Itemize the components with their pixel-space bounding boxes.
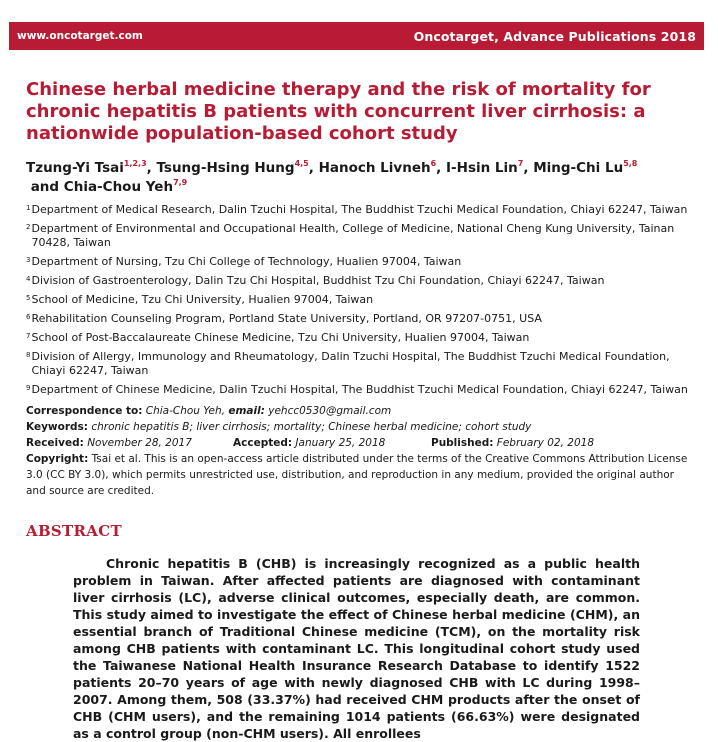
email-link[interactable]: yehcc0530@gmail.com [268,405,392,417]
affiliation-text: Department of Chinese Medicine, Dalin Tzuchi Hospital, The Buddhist Tzuchi Medical Foundation, Chiayi 62247, Taiwan [31,383,688,396]
article-title: Chinese herbal medicine therapy and the risk of mortality for chronic hepatitis B patients with concurrent liver cirrhosis: a nationwide population-based cohort study [26,79,651,144]
affiliation-item [26,274,694,288]
author-name: Hanoch Livneh [318,160,431,176]
affiliation-number: 2 [26,223,31,231]
author-affil-marker: 1,2,3 [123,159,147,168]
published-date: February 02, 2018 [496,437,594,449]
author-name: Tsung-Hsing Hung [156,160,295,176]
journal-url[interactable]: www.oncotarget.com [17,30,143,42]
author-name: Tzung-Yi Tsai [26,160,124,176]
affiliation-number: 1 [26,204,31,212]
author-name: I-Hsin Lin [446,160,518,176]
received-date: November 28, 2017 [87,437,192,449]
article-metadata [26,403,694,499]
affiliation-text: School of Medicine, Tzu Chi University, Hualien 97004, Taiwan [31,293,374,306]
published-label: Published: [431,437,494,449]
affiliation-text: School of Post-Baccalaureate Chinese Medicine, Tzu Chi University, Hualien 97004, Taiwan [31,331,530,344]
affiliation-item [26,222,694,250]
keywords-line [26,419,694,435]
affiliation-number: 6 [26,313,31,321]
author-separator: , [436,160,447,176]
journal-issue: Oncotarget, Advance Publications 2018 [413,28,696,44]
affiliation-text: Department of Nursing, Tzu Chi College of Technology, Hualien 97004, Taiwan [31,255,462,268]
journal-header-banner [9,22,704,50]
affiliation-number: 9 [26,384,31,392]
copyright-block [26,451,694,499]
email-label: email: [228,405,265,417]
author-affil-marker: 5,8 [623,159,638,168]
author-name: Ming-Chi Lu [533,160,624,176]
copyright-text: Tsai et al. This is an open-access article distributed under the terms of the Creative Commons Attribution License 3.0 (CC BY 3.0), which permits unrestricted use, distribution, and reproduction in any medium, provided the original author and source are credited. [26,453,688,497]
author-separator: , [308,160,319,176]
abstract-text: Chronic hepatitis B (CHB) is increasingly recognized as a public health problem in Taiwan. After affected patients are diagnosed with contaminant liver cirrhosis (LC), adverse clinical outcomes, especially death, are common. This study aimed to investigate the effect of Chinese herbal medicine (CHM), an essential branch of Traditional Chinese medicine (TCM), on the mortality risk among CHB patients with contaminant LC. This longitudinal cohort study used the Taiwanese National Health Insurance Research Database to identify 1522 patients 20–70 years of age with newly diagnosed CHB with LC during 1998–2007. Among them, 508 (33.37%) had received CHM products after the onset of CHB (CHM users), and the remaining 1014 patients (66.63%) were designated as a control group (non-CHM users). All enrollees [73,556,640,741]
received-label: Received: [26,437,84,449]
affiliation-item [26,383,694,397]
author-affil-marker: 6 [430,159,437,168]
affiliation-item [26,331,694,345]
author-name: Chia-Chou Yeh [63,179,174,195]
affiliation-number: 7 [26,332,31,340]
affiliation-number: 3 [26,256,31,264]
affiliation-item [26,293,694,307]
affiliation-number: 8 [26,351,31,359]
accepted-date: January 25, 2018 [295,437,386,449]
author-affil-marker: 4,5 [294,159,309,168]
affiliation-item [26,203,694,217]
copyright-label: Copyright: [26,453,89,465]
affiliation-text: Division of Allergy, Immunology and Rheumatology, Dalin Tzuchi Hospital, The Buddhist Tzuchi Medical Foundation, Chiayi 62247, Taiwan [31,350,670,377]
author-affil-marker: 7,9 [173,178,188,187]
accepted-label: Accepted: [233,437,293,449]
author-affil-marker: 7 [517,159,524,168]
correspondence-name: Chia-Chou Yeh, [145,405,225,417]
author-separator: , [146,160,157,176]
correspondence-label: Correspondence to: [26,405,143,417]
abstract-heading: ABSTRACT [26,522,122,540]
affiliation-text: Department of Environmental and Occupational Health, College of Medicine, National Cheng Kung University, Tainan 70428, Taiwan [31,222,675,249]
author-list [26,159,696,197]
affiliation-text: Rehabilitation Counseling Program, Portland State University, Portland, OR 97207-0751, USA [31,312,542,325]
author-separator: and [26,179,64,195]
affiliation-number: 4 [26,275,31,283]
correspondence-line [26,403,694,419]
affiliation-list [26,203,694,402]
author-separator: , [523,160,534,176]
affiliation-item [26,312,694,326]
affiliation-text: Department of Medical Research, Dalin Tzuchi Hospital, The Buddhist Tzuchi Medical Foundation, Chiayi 62247, Taiwan [31,203,688,216]
keywords-text: chronic hepatitis B; liver cirrhosis; mortality; Chinese herbal medicine; cohort study [91,421,532,433]
affiliation-item [26,255,694,269]
affiliation-text: Division of Gastroenterology, Dalin Tzu Chi Hospital, Buddhist Tzu Chi Foundation, Chiayi 62247, Taiwan [31,274,605,287]
affiliation-number: 5 [26,294,31,302]
keywords-label: Keywords: [26,421,88,433]
dates-line [26,435,694,451]
affiliation-item [26,350,694,378]
